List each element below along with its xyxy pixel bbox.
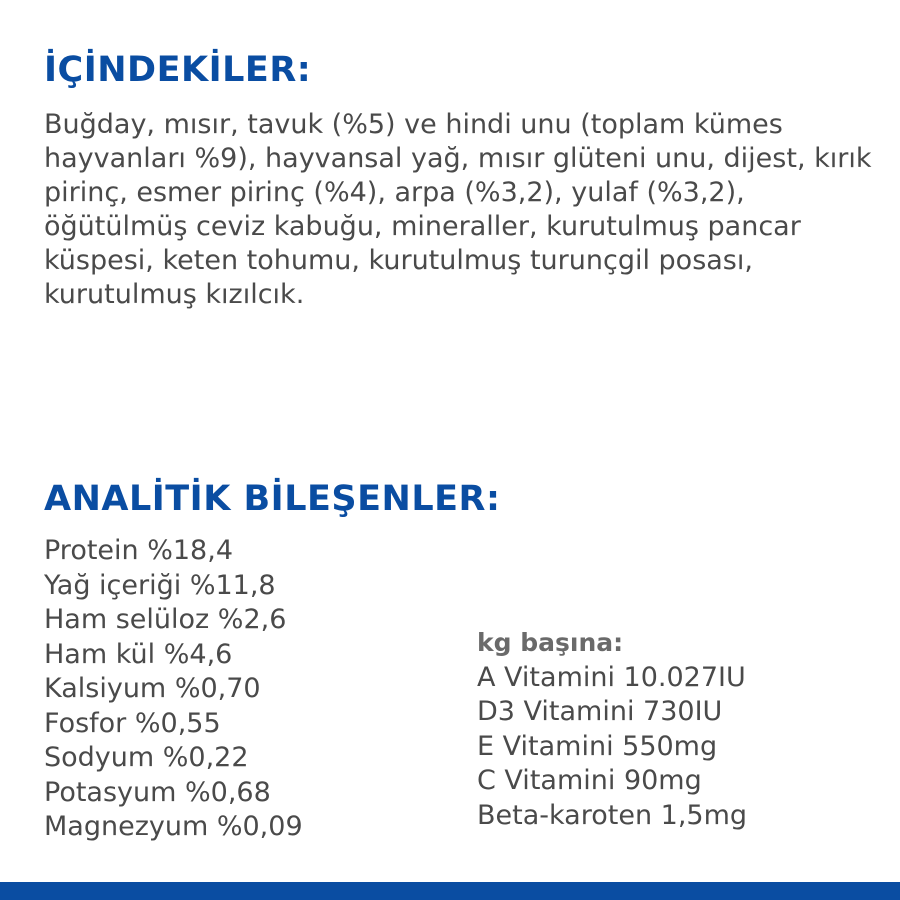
list-item: Beta-karoten 1,5mg: [477, 799, 748, 831]
list-item: D3 Vitamini 730IU: [477, 696, 723, 727]
bottom-brand-bar: [0, 882, 900, 900]
list-item: Potasyum %0,68: [44, 776, 271, 808]
per-kg-list: [477, 661, 747, 834]
list-item: Fosfor %0,55: [44, 707, 221, 739]
list-item: Sodyum %0,22: [44, 742, 249, 773]
per-kg-title: kg başına:: [477, 628, 624, 657]
list-item: Ham selüloz %2,6: [44, 604, 287, 635]
list-item: Magnezyum %0,09: [44, 811, 303, 842]
ingredients-text: Buğday, mısır, tavuk (%5) ve hindi unu (toplam kümes hayvanları %9), hayvansal yağ, mısır glüteni unu, dijest, kırık pirinç, esmer pirinç (%4), arpa (%3,2), yulaf (%3,2), öğütülmüş ceviz kabuğu, mineraller, kurutulmuş pancar küspesi, keten tohumu, kurutulmuş turunçgil posası, kurutulmuş kızılcık.: [44, 109, 872, 310]
list-item: A Vitamini 10.027IU: [477, 661, 746, 693]
analytic-components-title: ANALİTİK BİLEŞENLER:: [44, 479, 501, 519]
list-item: Protein %18,4: [44, 535, 233, 566]
list-item: Ham kül %4,6: [44, 638, 233, 670]
ingredients-title: İÇİNDEKİLER:: [44, 50, 312, 90]
list-item: Yağ içeriği %11,8: [44, 569, 276, 601]
per-kg-section: [477, 626, 747, 833]
list-item: E Vitamini 550mg: [477, 730, 718, 762]
list-item: Kalsiyum %0,70: [44, 673, 261, 704]
list-item: C Vitamini 90mg: [477, 765, 702, 796]
analytic-components-list: [44, 534, 303, 845]
